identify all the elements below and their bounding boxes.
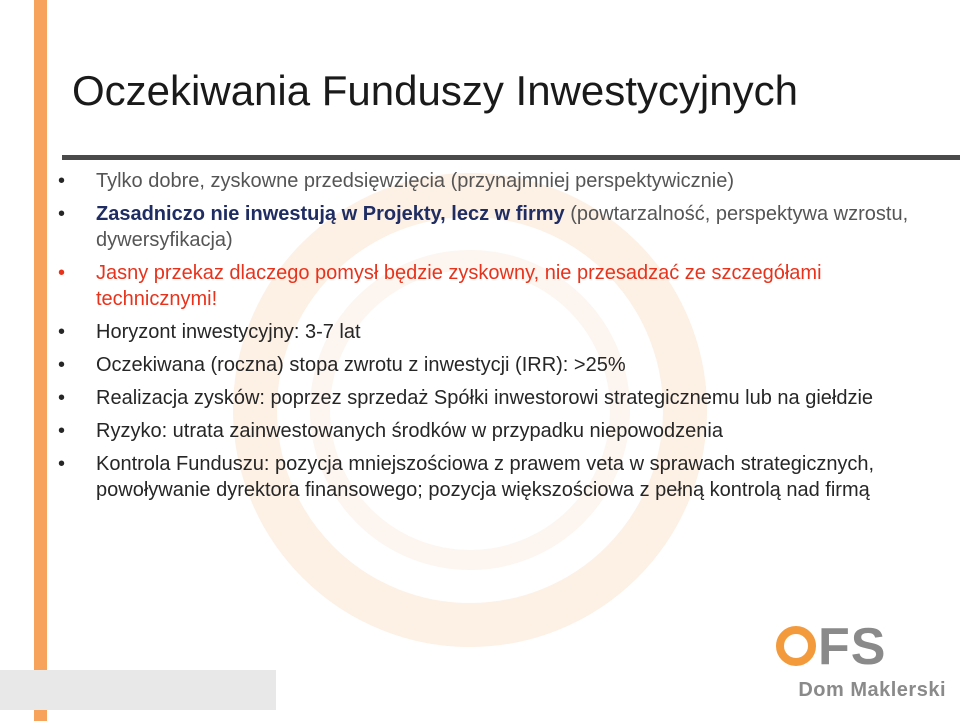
bullet-text: Horyzont inwestycyjny: 3-7 lat: [96, 321, 361, 343]
bullet-text: Kontrola Funduszu: pozycja mniejszościowa z prawem veta w sprawach strategicznych, powoływanie dyrektora finansowego; pozycja większościowa z pełną kontrolą nad firmą: [96, 453, 875, 501]
logo-ring-icon: [776, 626, 816, 666]
bullet-dot: •: [58, 387, 66, 409]
bullet-text: Jasny przekaz dlaczego pomysł będzie zyskowny, nie przesadzać ze szczegółami technicznymi!: [96, 262, 822, 310]
bullet-dot: •: [58, 453, 66, 475]
bullet-item: [58, 319, 918, 345]
bullet-item: [58, 451, 918, 503]
logo-letters: FS: [818, 618, 887, 676]
bullet-dot: •: [58, 420, 66, 442]
bullet-dot: •: [58, 321, 66, 343]
bullet-item: [58, 352, 918, 378]
bullet-item: [58, 168, 918, 194]
bullet-text: Ryzyko: utrata zainwestowanych środków w przypadku niepowodzenia: [96, 420, 723, 442]
bullet-item: [58, 385, 918, 411]
logo-mark: [776, 620, 946, 674]
bullet-text: (powtarzalność, perspektywa wzrostu, dywersyfikacja): [96, 203, 909, 251]
bullet-item: [58, 260, 918, 312]
afs-logo: [776, 620, 946, 710]
bullet-text: Tylko dobre, zyskowne przedsięwzięcia (przynajmniej perspektywicznie): [96, 170, 735, 192]
bullet-dot: •: [58, 262, 66, 284]
bullet-item: [58, 418, 918, 444]
logo-subtitle: Dom Maklerski: [798, 679, 946, 701]
bullet-bold-text: Zasadniczo nie inwestują w Projekty, lecz w firmy: [96, 203, 565, 225]
footer-placeholder-box: [0, 670, 276, 710]
bullet-dot: •: [58, 203, 66, 225]
slide-title: Oczekiwania Funduszy Inwestycyjnych: [72, 67, 798, 114]
bullet-text: Oczekiwana (roczna) stopa zwrotu z inwestycji (IRR): >25%: [96, 354, 626, 376]
bullet-dot: •: [58, 170, 66, 192]
bullet-item: [58, 201, 918, 253]
bullet-dot: •: [58, 354, 66, 376]
left-accent-bar: [34, 0, 47, 721]
title-divider: [62, 155, 960, 160]
bullet-text: Realizacja zysków: poprzez sprzedaż Spółki inwestorowi strategicznemu lub na giełdzie: [96, 387, 874, 409]
bullet-list: [58, 168, 918, 510]
